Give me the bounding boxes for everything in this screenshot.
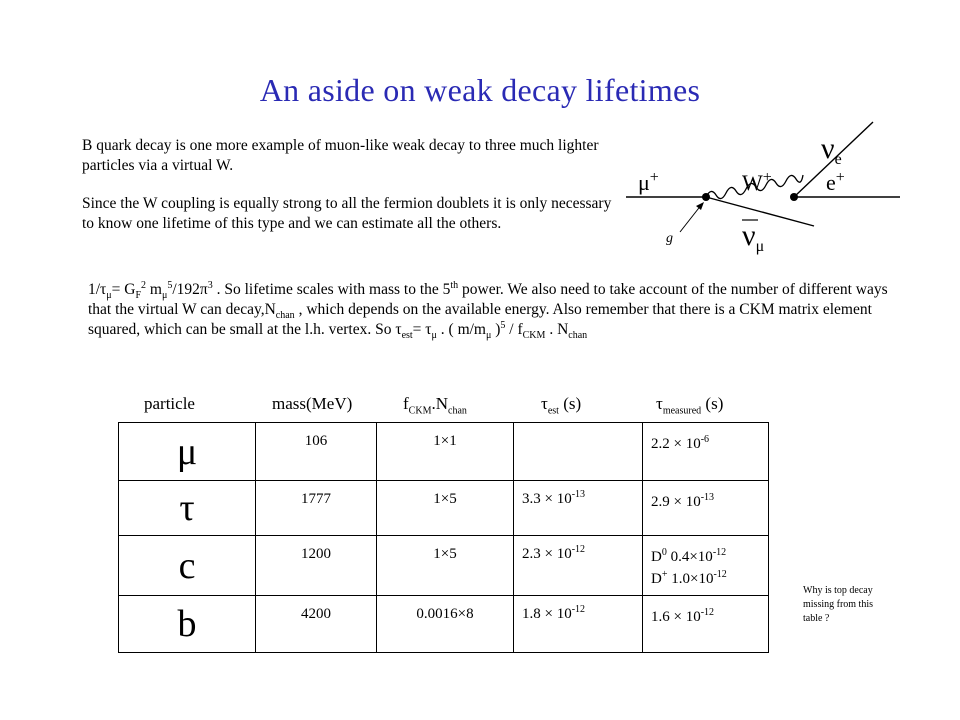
f-cell: 1×5 [377, 536, 514, 596]
muon-decay-feynman-diagram [618, 120, 918, 270]
f-cell: 1×1 [377, 423, 514, 481]
measured-cell: $2.2 \times 10^{-6}$ [643, 423, 769, 481]
positron-label: e+ [826, 169, 845, 195]
header-particle: particle [144, 394, 195, 413]
coupling-pointer [680, 204, 702, 232]
mass-cell: 4200 [256, 596, 377, 653]
side-note: Why is top decay missing from this table ? [803, 585, 874, 624]
header-tau-est: $\tau_{est}$ (s) [541, 394, 582, 417]
est-cell: $3.3 \times 10^{-13}$ [514, 481, 643, 536]
measured-cell [643, 536, 769, 596]
mass-cell: 1777 [256, 481, 377, 536]
dplus-lifetime: D+ $1.0\times 10^{-12}$ [651, 569, 727, 587]
coupling-paragraph: Since the W coupling is equally strong to all the fermion doublets it is only necessary to know one lifetime of this type and we can estimate all the others. [82, 195, 612, 232]
measured-cell: $1.6 \times 10^{-12}$ [643, 596, 769, 653]
header-tau-measured: $\tau_{measured}$ (s) [656, 394, 724, 417]
measured-cell: $2.9 \times 10^{-13}$ [643, 481, 769, 536]
coupling-label: g [666, 231, 673, 246]
table-row [119, 536, 769, 596]
w-boson-label: W+ [742, 169, 772, 195]
electron-neutrino-label: $\nu_e$ [821, 132, 842, 168]
table-row [119, 481, 769, 536]
particle-symbol: b [119, 596, 256, 653]
page-title: An aside on weak decay lifetimes [259, 72, 701, 108]
particle-symbol: c [119, 536, 256, 596]
particle-symbol: τ [119, 481, 256, 536]
lifetime-table [118, 422, 769, 653]
est-cell [514, 423, 643, 481]
coupling-arrowhead [696, 202, 704, 210]
d0-lifetime: $D^0$ $0.4\times 10^{-12}$ [651, 547, 727, 565]
table-row [119, 423, 769, 481]
mass-cell: 1200 [256, 536, 377, 596]
header-mass: mass(MeV) [272, 394, 353, 413]
est-cell: $2.3 \times 10^{-12}$ [514, 536, 643, 596]
particle-symbol: μ [119, 423, 256, 481]
f-cell: 0.0016×8 [377, 596, 514, 653]
est-cell: $1.8 \times 10^{-12}$ [514, 596, 643, 653]
header-f: $f_{CKM}.N_{chan}$ [403, 394, 467, 417]
mass-cell: 106 [256, 423, 377, 481]
muon-label: μ+ [638, 169, 659, 195]
f-cell: 1×5 [377, 481, 514, 536]
table-row [119, 596, 769, 653]
lifetime-formula-paragraph: $1/\tau_\mu= G_F^2$ $m_\mu^5/192\pi^3$ . So lifetime scales with mass to the 5th power. We also need to take account of the number of different ways that the virtual W can $decay,N_{chan}$ , which depends on the available energy. Also remember that there is a CKM matrix element squared, which can be small at the l.h. vertex. So $\tau_{est}= \tau_\mu$ . ( $m/m_\mu$ )$^5 / f_{CKM}$ . $N_{chan}$ [88, 279, 888, 342]
intro-paragraph: B quark decay is one more example of muon-like weak decay to three much lighter particles via a virtual W. [82, 137, 599, 174]
muon-antineutrino-label: $\nu_\mu$ [742, 219, 765, 255]
muon-antineutrino-line [706, 197, 814, 226]
